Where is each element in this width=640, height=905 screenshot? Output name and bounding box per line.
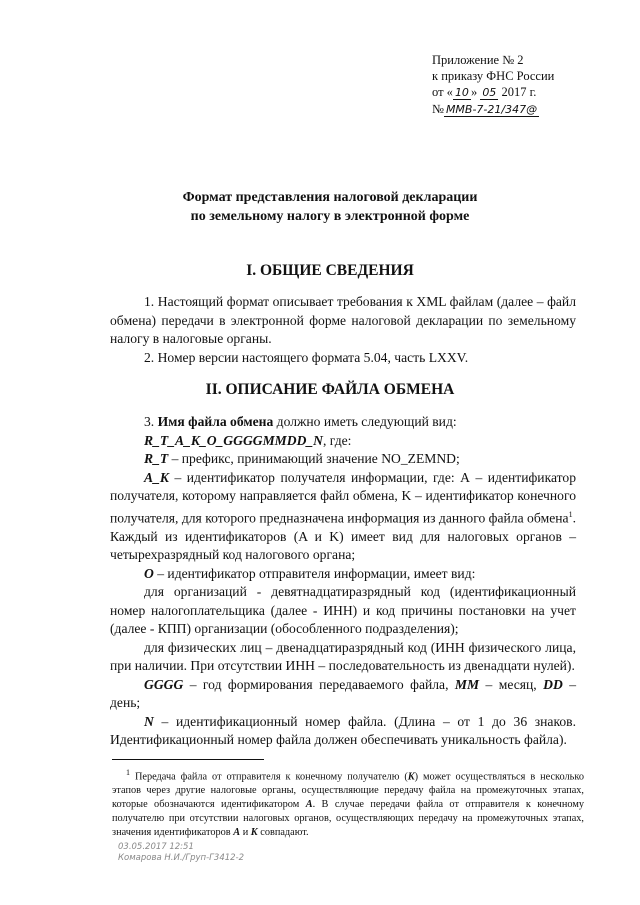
- rt-definition: [110, 450, 576, 469]
- date-month: 05: [482, 86, 497, 99]
- document-title: [80, 188, 580, 226]
- appendix-title: Приложение № 2: [432, 53, 524, 67]
- date-prefix: от «: [432, 85, 453, 99]
- order-number: ММВ-7-21/347@: [445, 103, 538, 116]
- o-definition: [110, 565, 576, 584]
- gggg-key: GGGG: [144, 676, 184, 692]
- footnote-text: [112, 766, 584, 840]
- pattern-suffix: , где:: [323, 432, 352, 448]
- appendix-date: [432, 84, 554, 101]
- date-mid: »: [470, 85, 478, 99]
- rt-text: – префикс, принимающий значение NO_ZEMND;: [168, 451, 460, 466]
- date-definition: [110, 676, 576, 713]
- mm-text: – месяц,: [479, 676, 544, 692]
- ak-key: A_K: [144, 469, 169, 485]
- ak-text-1: – идентификатор получателя информации, где: А – идентификатор получателя, которому направляется файл обмена, K – идентификатор конечного получателя, для которого предназначена информация из данного файла обмена: [110, 469, 576, 526]
- date-year: 2017 г.: [501, 85, 537, 99]
- footnote-k-2: K: [250, 827, 258, 839]
- footnote-k-1: K: [407, 771, 415, 783]
- n-definition: [110, 713, 576, 750]
- p3-number: 3.: [144, 414, 158, 429]
- rt-key: R_T: [144, 451, 169, 466]
- footnote-a-1: A: [305, 799, 313, 811]
- n-text: – идентификационный номер файла. (Длина – от 1 до 36 знаков. Идентификационный номер файла должен обеспечивать уникальность файла).: [110, 713, 576, 748]
- stamp-date: 03.05.2017 12:51: [118, 842, 194, 852]
- o-text: – идентификатор отправителя информации, имеет вид:: [153, 565, 476, 581]
- footnote: [112, 766, 584, 840]
- file-name-pattern: [110, 432, 576, 451]
- paragraph-1: 1. Настоящий формат описывает требования к XML файлам (далее – файл обмена) передачи в электронной форме налоговой декларации по земельному налогу в налоговые органы.: [110, 294, 576, 346]
- footnote-text-4: и: [240, 827, 251, 839]
- footnote-text-1: Передача файла от отправителя к конечному получателю (: [130, 771, 408, 783]
- footnote-text-3: . В случае передачи файла от отправителя к конечному получателю при отсутствии налоговых органов, осуществляющих передачу на промежуточных этапах, значения идентификаторов: [112, 799, 584, 839]
- appendix-order: к приказу ФНС России: [432, 69, 555, 83]
- section-2-body: [110, 413, 576, 750]
- pattern-code: R_T_A_K_O_GGGGMMDD_N: [144, 432, 323, 448]
- footnote-text-5: совпадают.: [257, 827, 309, 839]
- n-key: N: [144, 713, 154, 729]
- footnote-divider: [112, 759, 264, 760]
- paragraph-3: [110, 413, 576, 432]
- p3-bold: Имя файла обмена: [157, 414, 274, 429]
- dd-text: – день;: [110, 676, 576, 711]
- stamp-author: Комарова Н.И./Груп-Г3412-2: [118, 853, 245, 863]
- title-line-1: Формат представления налоговой декларации: [182, 190, 478, 205]
- section-2-heading: II. ОПИСАНИЕ ФАЙЛА ОБМЕНА: [205, 381, 455, 398]
- gggg-text: – год формирования передаваемого файла,: [183, 676, 455, 692]
- person-definition: для физических лиц – двенадцатиразрядный код (ИНН физического лица, при наличии. При отсутствии ИНН – последовательность из двенадцати нулей).: [110, 639, 576, 674]
- o-key: O: [144, 565, 154, 581]
- date-day: 10: [454, 86, 469, 99]
- org-definition: для организаций - девятнадцатиразрядный код (идентификационный номер налогоплательщика (далее - ИНН) и код причины постановки на учет (далее - КПП) организации (обособленного подразделения);: [110, 584, 576, 637]
- paragraph-2: 2. Номер версии настоящего формата 5.04, часть LXXV.: [144, 349, 469, 365]
- section-1-heading: I. ОБЩИЕ СВЕДЕНИЯ: [246, 262, 414, 279]
- footnote-ref: 1: [568, 509, 573, 519]
- appendix-number: [432, 101, 554, 118]
- ak-definition: [110, 469, 576, 565]
- ak-text-2: . Каждый из идентификаторов (A и K) имеет вид для налоговых органов – четырехразрядный код налогового органа;: [110, 510, 576, 563]
- mm-key: MM: [454, 676, 480, 692]
- number-prefix: №: [432, 102, 444, 116]
- dd-key: DD: [543, 676, 563, 692]
- footnote-marker: 1: [126, 768, 130, 777]
- print-stamp: [118, 842, 244, 864]
- p3-rest: должно иметь следующий вид:: [273, 414, 457, 429]
- footnote-a-2: A: [233, 827, 241, 839]
- section-1-body: [110, 293, 576, 367]
- title-line-2: по земельному налогу в электронной форме: [190, 209, 470, 224]
- footnote-text-2: ) может осуществляться в несколько этапов через другие налоговые органы, осуществляющие передачу файла на промежуточных этапах, которые обозначаются идентификатором: [112, 771, 584, 811]
- appendix-block: [432, 52, 554, 118]
